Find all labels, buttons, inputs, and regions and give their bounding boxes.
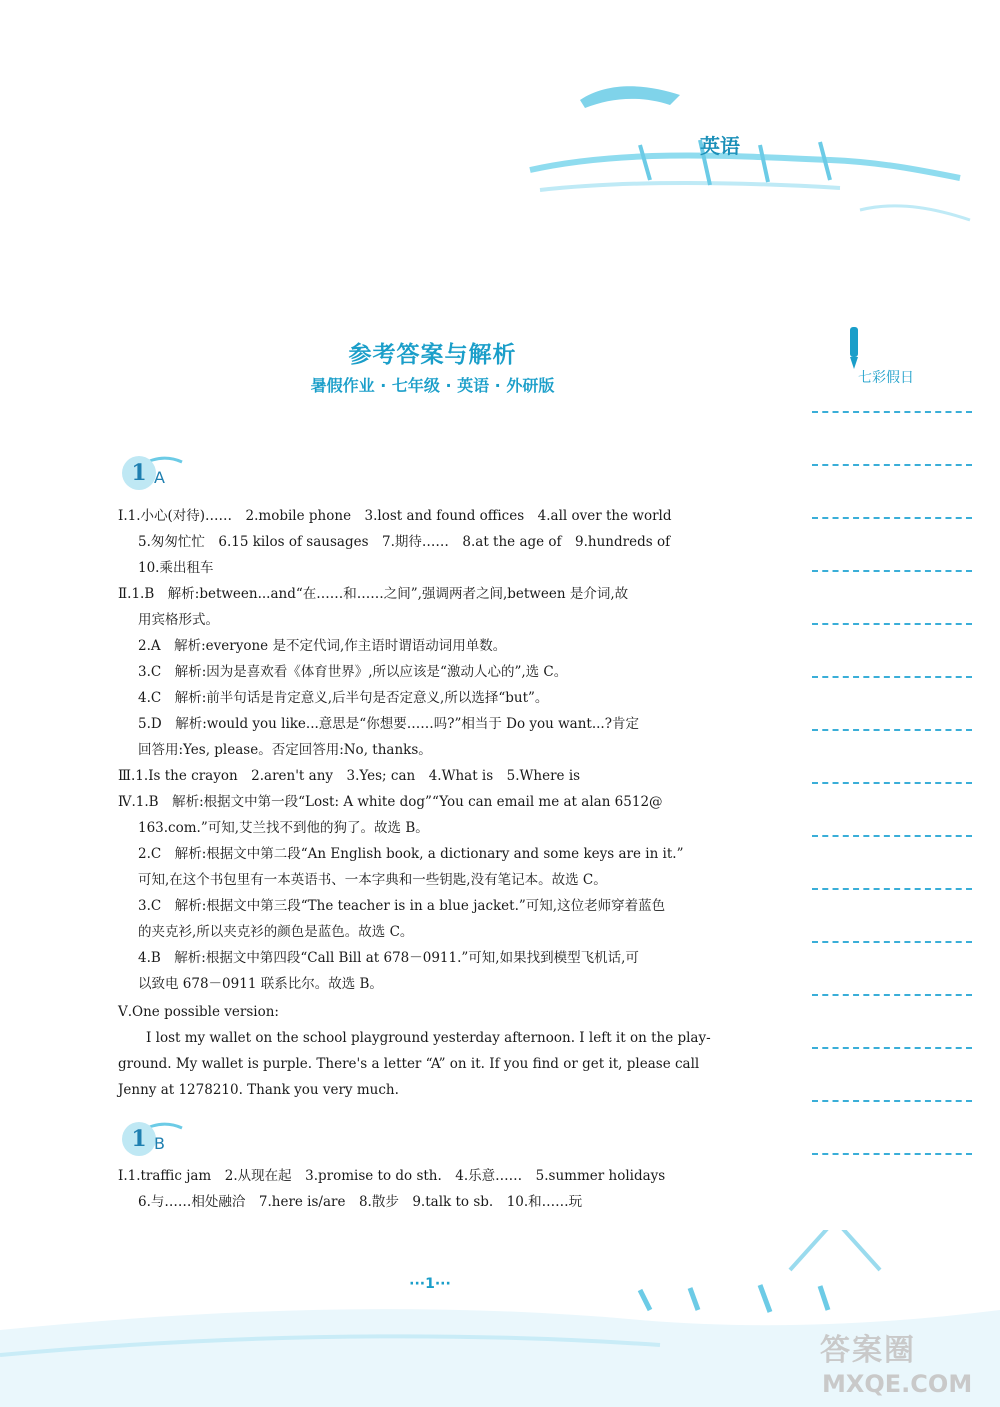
answer-line: 回答用:Yes, please。否定回答用:No, thanks。	[138, 742, 432, 758]
answer-line: 10.乘出租车	[138, 560, 214, 576]
answer-line: 用宾格形式。	[138, 612, 219, 628]
page-title: 参考答案与解析	[348, 342, 517, 368]
answer-line: 可知,在这个书包里有一本英语书、一本字典和一些钥匙,没有笔记本。故选 C。	[138, 872, 607, 888]
note-line	[812, 1100, 972, 1102]
note-line	[812, 729, 972, 731]
answer-line: I lost my wallet on the school playground yesterday afternoon. I left it on the play-	[146, 1030, 711, 1046]
answer-line: 3.C 解析:因为是喜欢看《体育世界》,所以应该是“激动人心的”,选 C。	[138, 664, 568, 680]
answer-line: 6.与……相处融洽 7.here is/are 8.散步 9.talk to sb. 10.和……玩	[138, 1194, 583, 1210]
header-label: 英语	[700, 134, 740, 158]
answer-line: Ⅲ.1.Is the crayon 2.aren't any 3.Yes; can 4.What is 5.Where is	[118, 768, 581, 784]
answer-line: Jenny at 1278210. Thank you very much.	[118, 1082, 399, 1098]
note-line	[812, 835, 972, 837]
note-line	[812, 570, 972, 572]
note-line	[812, 517, 972, 519]
note-line	[812, 1153, 972, 1155]
section-number: 1	[122, 456, 156, 490]
answer-line: Ⅰ.1.小心(对待)…… 2.mobile phone 3.lost and found offices 4.all over the world	[118, 508, 672, 524]
answer-line: 4.C 解析:前半句话是肯定意义,后半句是否定意义,所以选择“but”。	[138, 690, 549, 706]
section-letter: A	[154, 468, 165, 487]
note-line	[812, 464, 972, 466]
answer-line: 的夹克衫,所以夹克衫的颜色是蓝色。故选 C。	[138, 924, 414, 940]
answer-line: Ⅳ.1.B 解析:根据文中第一段“Lost: A white dog”“You can email me at alan 6512@	[118, 794, 663, 810]
header-decoration	[500, 60, 980, 230]
note-line	[812, 888, 972, 890]
watermark-logo: 答案圈	[820, 1333, 916, 1368]
section-letter: B	[154, 1134, 165, 1153]
answer-line: 5.D 解析:would you like...意思是“你想要……吗?”相当于 Do you want...?肯定	[138, 716, 639, 732]
answer-line: 5.匆匆忙忙 6.15 kilos of sausages 7.期待…… 8.at the age of 9.hundreds of	[138, 534, 671, 550]
page-subtitle: 暑假作业 · 七年级 · 英语 · 外研版	[310, 376, 555, 395]
answer-line: 以致电 678－0911 联系比尔。故选 B。	[138, 976, 383, 992]
note-line	[812, 623, 972, 625]
watermark-url: MXQE.COM	[822, 1370, 973, 1398]
pen-icon	[842, 325, 868, 371]
answer-line: Ⅱ.1.B 解析:between...and“在……和……之间”,强调两者之间,between 是介词,故	[118, 586, 629, 602]
brand-label: 七彩假日	[858, 370, 914, 386]
page-number: ···1···	[409, 1276, 451, 1292]
note-line	[812, 1047, 972, 1049]
answer-line: 4.B 解析:根据文中第四段“Call Bill at 678－0911.”可知,如果找到模型飞机话,可	[138, 950, 639, 966]
answer-line: ground. My wallet is purple. There's a letter “A” on it. If you find or get it, please call	[118, 1056, 700, 1072]
answer-line: 2.C 解析:根据文中第二段“An English book, a dictionary and some keys are in it.”	[138, 846, 684, 862]
note-line	[812, 676, 972, 678]
answer-line: 2.A 解析:everyone 是不定代词,作主语时谓语动词用单数。	[138, 638, 507, 654]
section-badge-1a	[112, 452, 192, 496]
answer-line: Ⅴ.One possible version:	[118, 1004, 279, 1020]
note-line	[812, 782, 972, 784]
answer-line: Ⅰ.1.traffic jam 2.从现在起 3.promise to do sth. 4.乐意…… 5.summer holidays	[118, 1168, 666, 1184]
section-number: 1	[122, 1122, 156, 1156]
note-line	[812, 994, 972, 996]
answer-line: 163.com.”可知,艾兰找不到他的狗了。故选 B。	[138, 820, 429, 836]
note-line	[812, 411, 972, 413]
section-badge-1b	[112, 1118, 192, 1162]
note-line	[812, 941, 972, 943]
answer-line: 3.C 解析:根据文中第三段“The teacher is in a blue jacket.”可知,这位老师穿着蓝色	[138, 898, 666, 914]
